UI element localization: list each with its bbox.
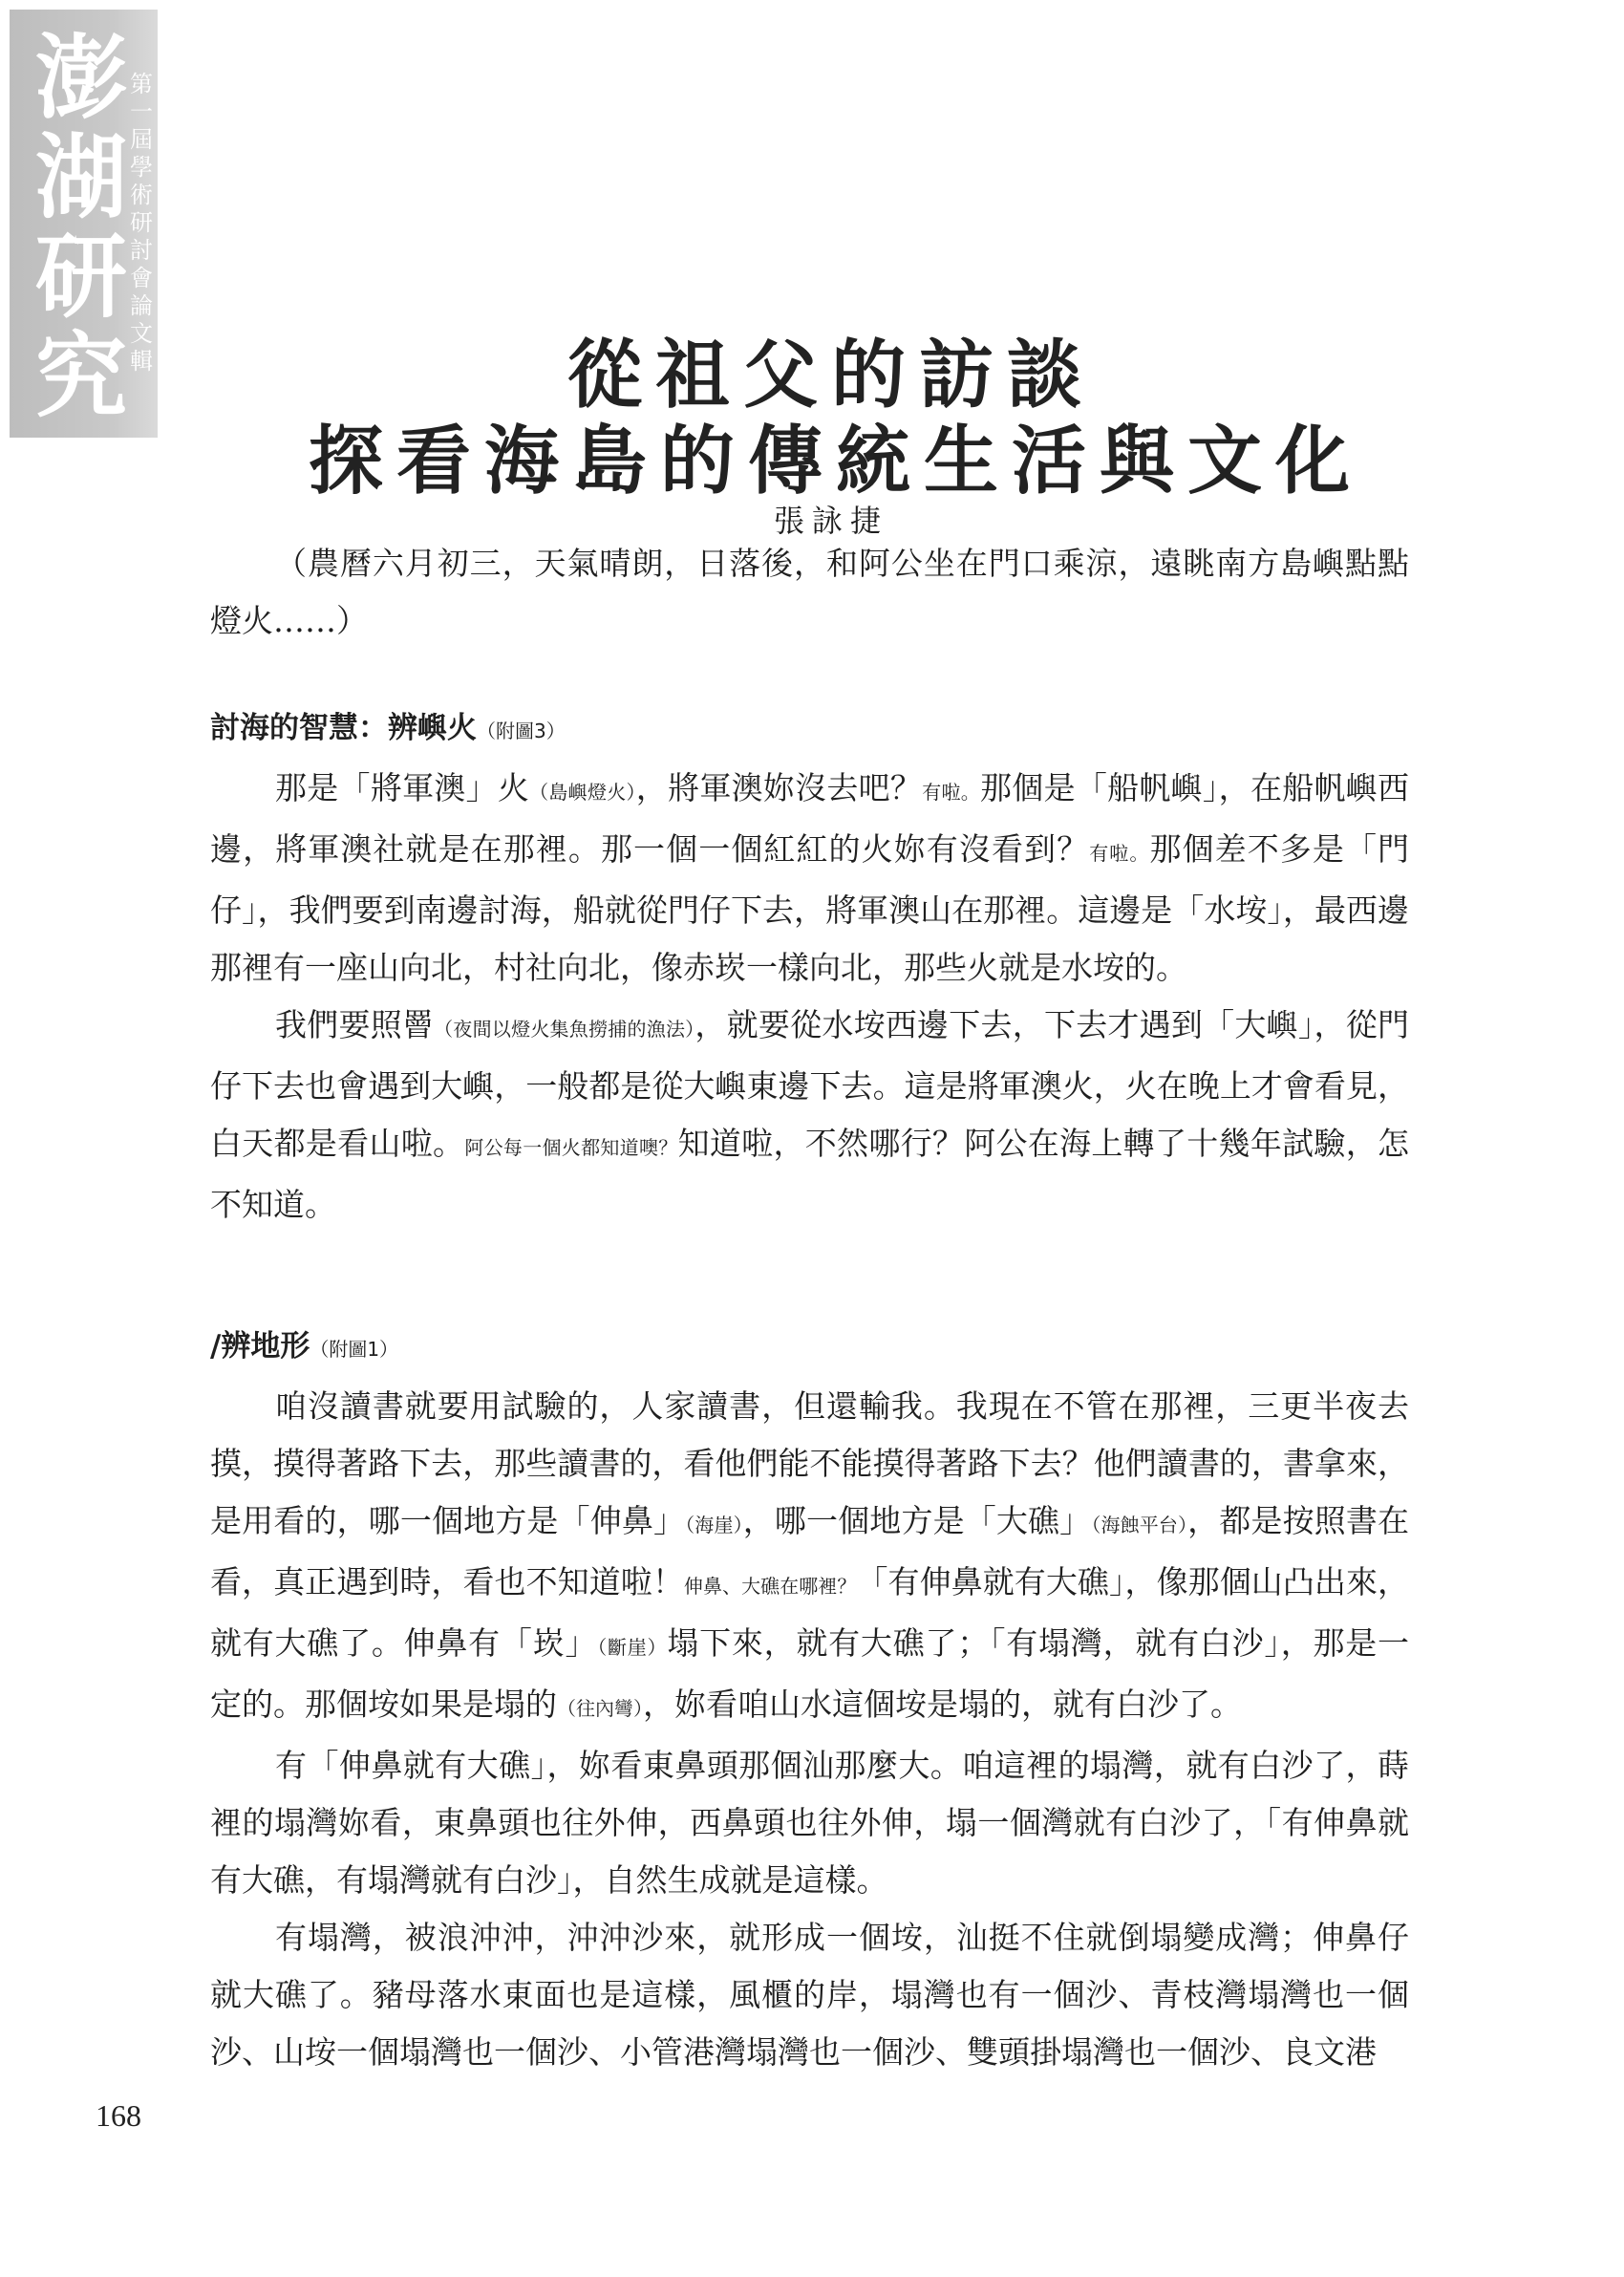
- page-number: 168: [96, 2098, 141, 2133]
- paragraph-text: 有「伸鼻就有大礁」，妳看東鼻頭那個汕那麼大。咱這裡的塌灣，就有白沙了，: [275, 1747, 1378, 1784]
- annotation: 有啦。: [922, 781, 981, 804]
- section-heading-text: /辨地形: [210, 1329, 310, 1364]
- paragraph-text: 「有伸鼻就有大礁」，像那個山凸出來，就有大礁了。伸鼻有「崁」: [210, 1563, 1410, 1662]
- annotation: （海崖）: [685, 1514, 743, 1536]
- journal-title: 澎 湖 研 究: [35, 24, 127, 430]
- figure-reference: （附圖3）: [477, 720, 566, 742]
- section-heading: [210, 1318, 1409, 1378]
- body-paragraph: 有塌灣，被浪沖沖，沖沖沙來，就形成一個垵，汕挺不住就倒塌變成灣；伸鼻仔就大礁了。豬母落水東面也是這樣，風櫃的岸，塌灣也有一個沙、青枝灣塌灣也一個沙、山垵一個塌灣也一個沙、小管港灣塌灣也一個沙、雙頭掛塌灣也一個沙、良文港: [210, 1919, 1409, 2071]
- annotation: （夜間以燈火集魚撈捕的漁法）: [434, 1018, 695, 1041]
- journal-subtitle: 第 一 屆 學 術 研 討 會 論 文 輯: [130, 71, 153, 375]
- paragraph-text: 知道啦，不然哪行？阿公在海上轉了十幾年試驗，怎不知道。: [210, 1125, 1410, 1223]
- section-heading-text: 討海的智慧：辨嶼火: [210, 711, 477, 745]
- annotation: 阿公每一個火都知道噢？: [464, 1136, 678, 1159]
- paragraph-text: 咱沒讀書就要用試驗的，人家讀書，但還輸我。我現在不管在那裡，三更半夜去摸，摸得著路下去，那些讀書的，看他們能不能摸得著路下去？他們讀書的，書拿來，是用看的，哪一個地方是「伸鼻」: [210, 1387, 1409, 1539]
- paragraph-text: ，哪一個地方是「大礁」: [742, 1502, 1092, 1539]
- annotation: （往內彎）: [557, 1697, 643, 1720]
- body-paragraph: [210, 760, 1409, 997]
- annotation: 有啦。: [1089, 842, 1150, 865]
- annotation: （海蝕平台）: [1091, 1514, 1188, 1536]
- annotation: 伸鼻、大礁在哪裡？: [683, 1575, 857, 1598]
- article-author: 張詠捷: [773, 503, 888, 539]
- article-title-line2: 探看海島的傳統生活與文化: [308, 418, 1363, 505]
- article-body: [210, 535, 1409, 2081]
- paragraph-text: ，就要從水垵西邊下去，下去才遇到「大嶼」，從門仔下去也會遇到大嶼，一般都是從大嶼東邊下去。這是將軍澳火，火在晚上才會看見，白天都是看山啦。: [210, 1006, 1410, 1162]
- paragraph-text: ，都是按照書在看，真正遇到時，看也不知道啦！: [210, 1502, 1410, 1600]
- paragraph-text: 塌下來，就有大礁了；「有塌灣，就有白沙」，那是一定的。那個垵如果是塌的: [210, 1624, 1410, 1723]
- paragraph-text: ，妳看咱山水這個垵是塌的，就有白沙了。: [643, 1686, 1242, 1723]
- paragraph-text: 我們要照罾: [275, 1006, 435, 1043]
- body-paragraph: [210, 1378, 1409, 1737]
- figure-reference: （附圖1）: [310, 1338, 399, 1361]
- paragraph-text: ，將軍澳妳沒去吧？: [635, 769, 923, 806]
- annotation: （島嶼燈火）: [529, 781, 636, 804]
- article-title-line1: 從祖父的訪談: [566, 332, 1095, 419]
- body-paragraph: [210, 1737, 1409, 1909]
- paragraph-text: 那個差不多是「門仔」，我們要到南邊討海，船就從門仔下去，將軍澳山在那裡。這邊是「水垵」，最西邊那裡有一座山向北，村社向北，像赤崁一樣向北，那些火就是水垵的。: [210, 830, 1410, 986]
- body-paragraph: [210, 997, 1409, 1234]
- intro-paragraph: （農曆六月初三，天氣晴朗，日落後，和阿公坐在門口乘涼，遠眺南方島嶼點點燈火……）: [210, 545, 1409, 639]
- paragraph-text: 蒔: [1378, 1747, 1409, 1784]
- paragraph-text: 那是「將軍澳」火: [275, 769, 530, 806]
- paragraph-text: 那個是「船帆嶼」，在船帆嶼西邊，將軍澳社就是在那裡。那一個一個紅紅的火妳有沒看到？: [210, 769, 1410, 868]
- section-heading: [210, 699, 1409, 760]
- annotation: （斷崖）: [597, 1636, 668, 1659]
- paragraph-text: 裡的塌灣妳看，東鼻頭也往外伸，西鼻頭也往外伸，塌一個灣就有白沙了，「有伸鼻就有大礁，有塌灣就有白沙」，自然生成就是這樣。: [210, 1804, 1409, 1899]
